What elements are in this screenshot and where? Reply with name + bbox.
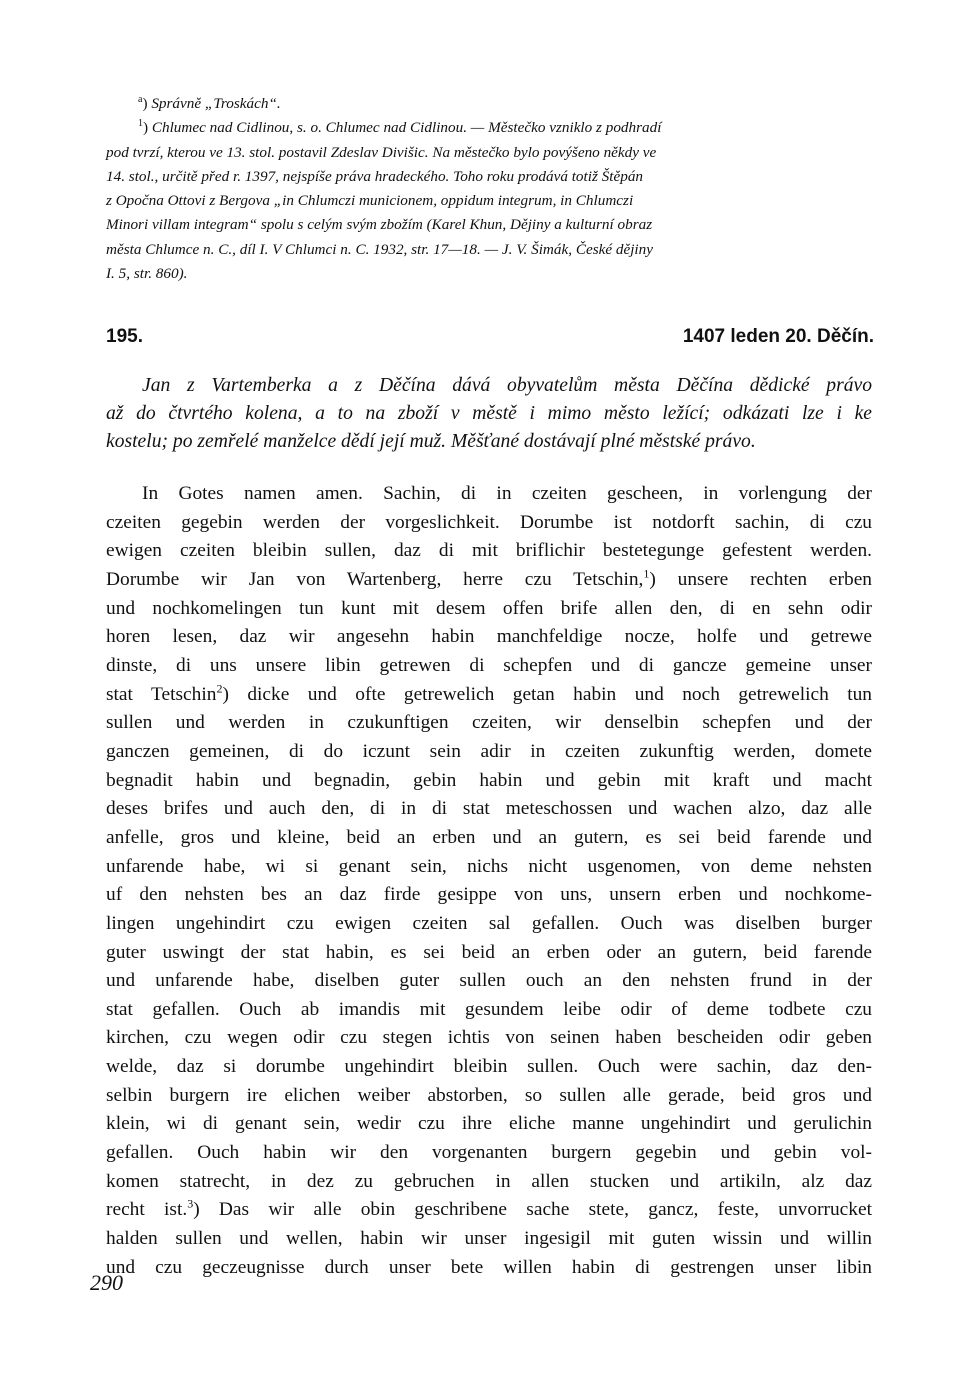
text-line: stat Tetschin$^2$) dicke und ofte getrewelich getan habin und noch getrewelich tun [106, 681, 872, 705]
text-line: und nochkomelingen tun kunt mit desem offen brife allen den, di en sehn odir [106, 597, 872, 619]
footnote-mark: a [138, 93, 143, 105]
footnote-mark: 1 [138, 118, 143, 130]
page-number: 290 [90, 1270, 123, 1295]
text-line: gefallen. Ouch habin wir den vorgenanten burgern gegebin und gebin vol- [106, 1142, 872, 1164]
text-line: ewigen czeiten bleibin sullen, daz di mit briflichir bestetegunge gefestent werden. [106, 540, 872, 562]
text-line: unfarende habe, wi si genant sein, nichs nicht usgenomen, von deme nehsten [106, 855, 872, 877]
document-number: 195. [106, 326, 143, 347]
footnote-a: $^a$) Správně „Troskách“. [138, 93, 281, 112]
footnote-ref: 1 [643, 566, 650, 581]
document-date: 1407 leden 20. Děčín. [682, 326, 874, 347]
text-line: und czu geczeugnisse durch unser bete willen habin di gestrengen unser libin [106, 1256, 872, 1278]
text-line: lingen ungehindirt czu ewigen czeiten sal gefallen. Ouch was diselben burger [106, 912, 872, 934]
text-line: und unfarende habe, diselben guter sullen ouch an den nehsten frund in der [106, 970, 872, 992]
footnote-1-line: Minori villam integram“ spolu s celým svým zbožím (Karel Khun, Dějiny a kulturní obraz [106, 216, 653, 234]
footnote-ref: 2 [216, 681, 223, 696]
text-line: recht ist.$^3$) Das wir alle obin geschribene sache stete, gancz, feste, unvorrucket [106, 1196, 872, 1221]
regest-line: Jan z Vartemberka a z Děčína dává obyvatelům města Děčína dědické právo [142, 375, 872, 396]
text-line: anfelle, gros und kleine, beid an erben und an gutern, es sei beid farende und [106, 826, 872, 848]
text-line: sullen und werden in czukunftigen czeiten, wir denselbin schepfen und der [106, 712, 872, 734]
footnote-ref: 3 [187, 1196, 194, 1211]
text-line: halden sullen und wellen, habin wir unser ingesigil mit guten wissin und willin [106, 1228, 872, 1250]
text-line: Dorumbe wir Jan von Wartenberg, herre czu Tetschin,$^1$) unsere rechten erben [106, 566, 872, 590]
footnotes [106, 92, 868, 286]
text-line: guter uswingt der stat habin, es sei beid an erben oder an gutern, beid farende [106, 941, 872, 963]
regest [106, 372, 872, 457]
text-line: ganczen gemeinen, di do iczunt sein adir in czeiten zukunftig werden, domete [106, 740, 872, 762]
footnote-1-line: pod tvrzí, kterou ve 13. stol. postavil Zdeslav Divišic. Na městečko bylo povýšeno někdy ve [106, 143, 657, 161]
text-line: deses brifes und auch den, di in di stat meteschossen und wachen alzo, daz alle [106, 798, 872, 820]
text-line: kirchen, czu wegen odir czu stegen ichtis von seinen haben bescheiden odir geben [106, 1027, 872, 1049]
text-line: dinste, di uns unsere libin getrewen di schepfen und di gancze gemeine unser [106, 654, 872, 676]
footnote-1-line: z Opočna Ottovi z Bergova „in Chlumczi municionem, oppidum integrum, in Chlumczi [106, 192, 634, 210]
text-line: selbin burgern ire elichen weiber abstorben, so sullen alle gerade, beid gros und [106, 1084, 872, 1106]
text-line: komen statrecht, in dez zu gebruchen in allen stucken und artikiln, alz daz [106, 1170, 872, 1192]
text-line: begnadit habin und begnadin, gebin habin und gebin mit kraft und macht [106, 769, 872, 791]
footnote-1-line: 14. stol., určitě před r. 1397, nejspíše práva hradeckého. Toho roku prodává totiž Štěpán [106, 167, 644, 185]
regest-line: až do čtvrtého kolena, a to na zboží v městě i mimo město ležící; odkázati lze i ke [106, 403, 872, 425]
regest-line: kostelu; po zemřelé manželce dědí její muž. Měšťané dostávají plné městské právo. [106, 431, 756, 453]
text-line: stat gefallen. Ouch ab imandis mit gesundem leibe odir of deme todbete czu [106, 998, 872, 1020]
footnote-1-line: města Chlumce n. C., díl I. V Chlumci n. C. 1932, str. 17—18. — J. V. Šimák, České dějiny [106, 240, 653, 258]
text-line: czeiten gegebin werden der vorgeslichkeit. Dorumbe ist notdorft sachin, di czu [106, 511, 872, 533]
document-header [106, 326, 874, 352]
text-line: welde, daz si dorumbe ungehindirt bleibin sullen. Ouch were sachin, daz den- [106, 1056, 872, 1078]
text-line: horen lesen, daz wir angesehn habin manchfeldige nocze, holfe und getrewe [106, 626, 872, 648]
text-line: In Gotes namen amen. Sachin, di in czeiten gescheen, in vorlengung der [142, 483, 872, 504]
text-line: klein, wi di genant sein, wedir czu ihre eliche manne ungehindirt und gerulichin [106, 1113, 872, 1135]
text-line: uf den nehsten bes an daz firde gesippe von uns, unsern erben und nochkome- [106, 884, 872, 906]
charter-text [106, 480, 872, 1282]
footnote-1-line: $^1$) Chlumec nad Cidlinou, s. o. Chlumec nad Cidlinou. — Městečko vzniklo z podhradí [138, 118, 662, 137]
footnote-1-line: I. 5, str. 860). [106, 265, 188, 283]
